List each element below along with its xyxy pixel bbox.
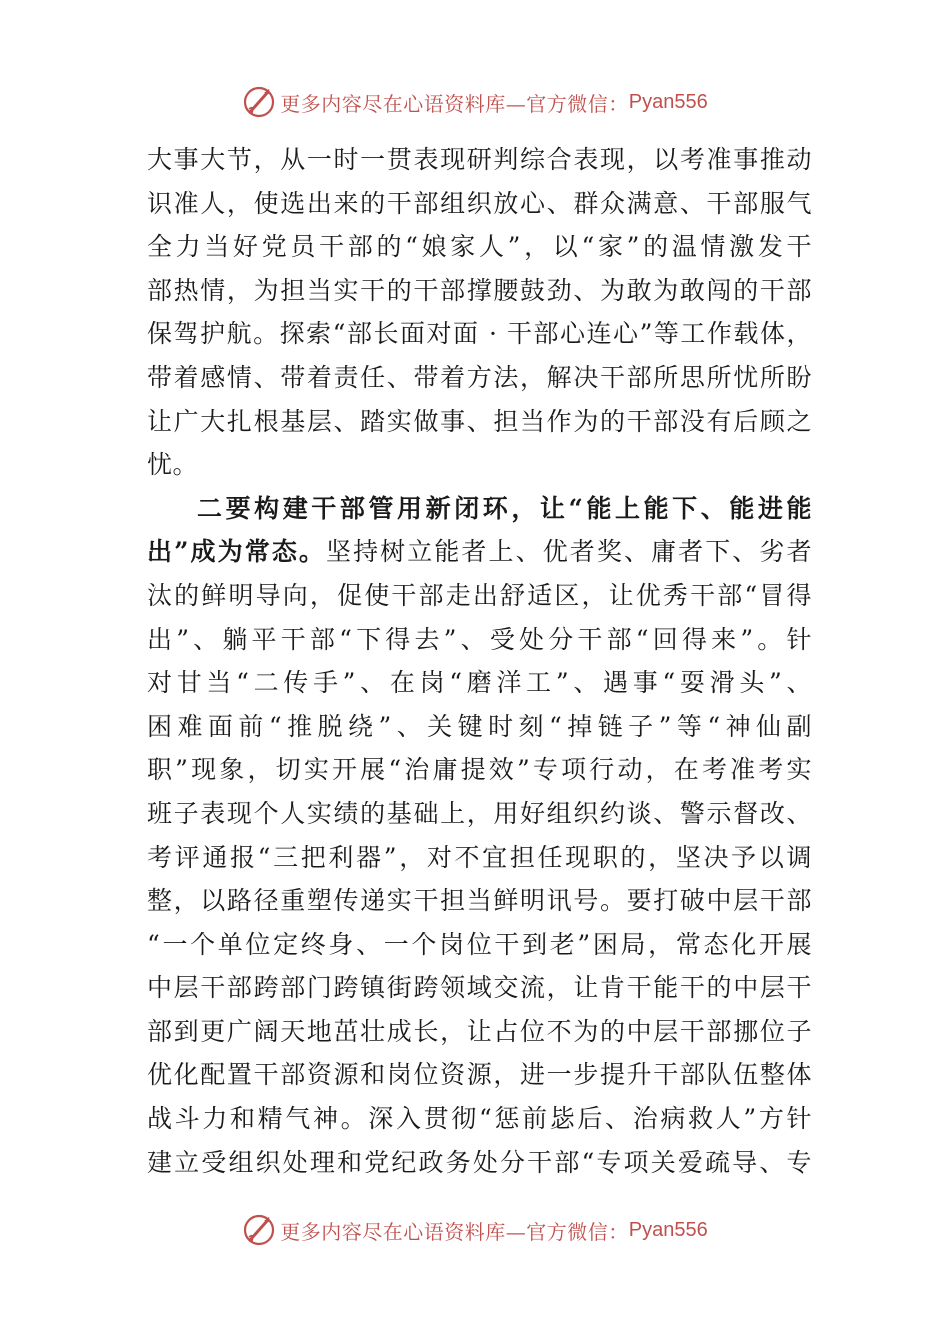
text-line: 建立受组织处理和党纪政务处分干部“专项关爱疏导、专 — [147, 1147, 812, 1177]
text-line: 大事大节，从一时一贯表现研判综合表现，以考准事推动 — [147, 145, 812, 174]
paragraph-2 — [147, 487, 812, 1185]
watermark-text: 更多内容尽在心语资料库—官方微信： — [280, 1219, 629, 1244]
paragraph-heading: 二要构建干部管用新闭环，让“能上能下、能进能 — [197, 493, 812, 523]
watermark-text: 更多内容尽在心语资料库—官方微信： — [280, 91, 629, 116]
text-line: 班子表现个人实绩的基础上，用好组织约谈、警示督改、 — [147, 798, 812, 828]
text-line: 部到更广阔天地茁壮成长，让占位不为的中层干部挪位子 — [147, 1016, 812, 1046]
text-line: 让广大扎根基层、踏实做事、担当作为的干部没有后顾之 — [147, 406, 812, 436]
text-line: 优化配置干部资源和岗位资源，进一步提升干部队伍整体 — [147, 1060, 812, 1090]
text-line: 忧。 — [147, 450, 199, 480]
text-line: 识准人，使选出来的干部组织放心、群众满意、干部服气 — [147, 188, 812, 218]
paragraph-1 — [147, 138, 812, 487]
watermark-wechat-id: Pyan556 — [628, 90, 708, 113]
footer-watermark — [0, 1210, 950, 1250]
text-segment: 坚持树立能者上、优者奖、庸者下、劣者 — [326, 537, 812, 567]
watermark-wechat-id: Pyan556 — [628, 1218, 708, 1241]
text-line: 困难面前“推脱绕”、关键时刻“掉链子”等“神仙副 — [147, 711, 812, 741]
text-line: “一个单位定终身、一个岗位干到老”困局，常态化开展 — [147, 929, 812, 959]
pen-seal-logo-icon — [242, 1213, 276, 1247]
text-line: 汰的鲜明导向，促使干部走出舒适区，让优秀干部“冒得 — [147, 580, 812, 610]
text-line: 全力当好党员干部的“娘家人”，以“家”的温情激发干 — [147, 232, 812, 262]
text-line: 部热情，为担当实干的干部撑腰鼓劲、为敢为敢闯的干部 — [147, 275, 812, 305]
text-line: 整，以路径重塑传递实干担当鲜明讯号。要打破中层干部 — [147, 886, 812, 916]
text-line: 出”、躺平干部“下得去”、受处分干部“回得来”。针 — [147, 624, 812, 654]
text-line: 战斗力和精气神。深入贯彻“惩前毖后、治病救人”方针 — [147, 1104, 812, 1134]
pen-seal-logo-icon — [242, 85, 276, 119]
text-line: 对甘当“二传手”、在岗“磨洋工”、遇事“耍滑头”、 — [147, 668, 812, 698]
text-line: 保驾护航。探索“部长面对面 · 干部心连心”等工作载体， — [147, 319, 812, 349]
paragraph-heading-end: 出”成为常态。 — [147, 537, 326, 567]
text-line: 带着感情、带着责任、带着方法，解决干部所思所忧所盼 — [147, 362, 812, 392]
text-line: 考评通报“三把利器”，对不宜担任现职的，坚决予以调 — [147, 842, 812, 872]
header-watermark — [0, 82, 950, 122]
text-line-mixed — [147, 530, 812, 574]
text-line: 中层干部跨部门跨镇街跨领域交流，让肯干能干的中层干 — [147, 973, 812, 1003]
text-line: 职”现象，切实开展“治庸提效”专项行动，在考准考实 — [147, 755, 812, 785]
document-body — [147, 138, 812, 1184]
